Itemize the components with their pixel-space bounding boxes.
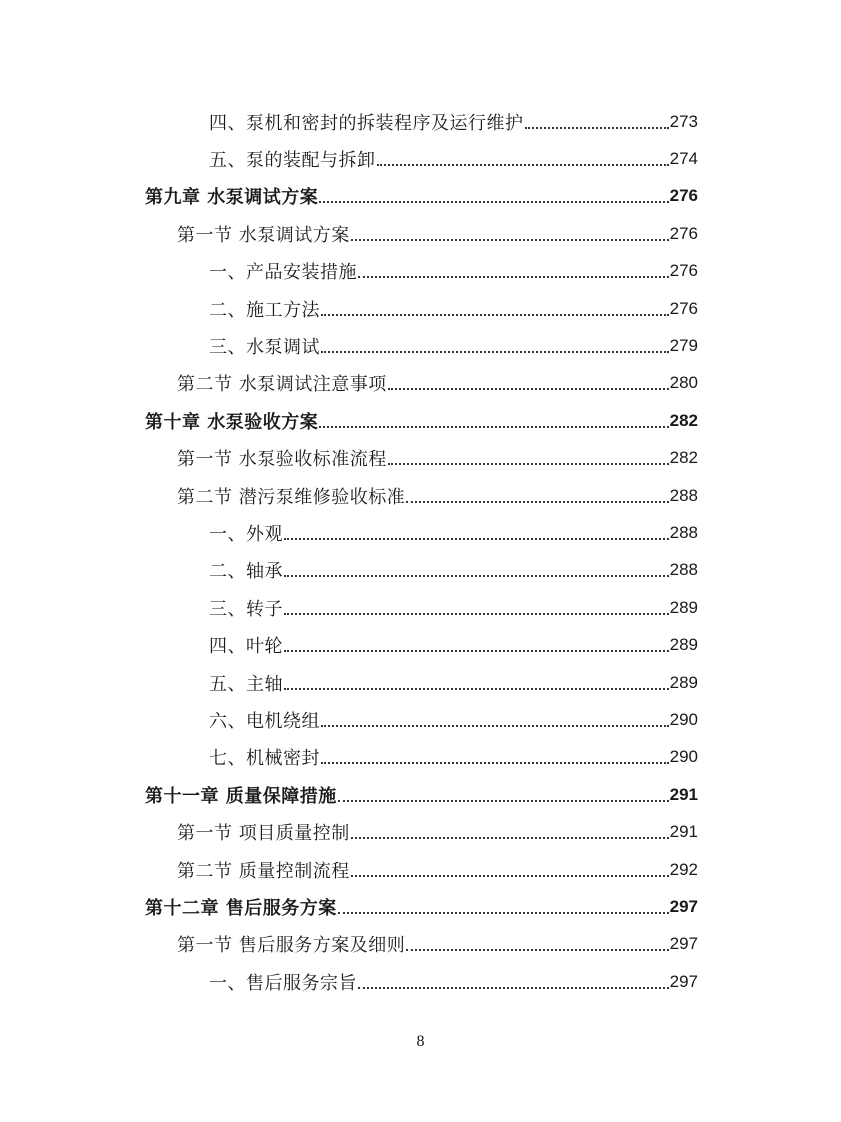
toc-entry-title: 第九章 水泵调试方案 — [145, 187, 319, 209]
toc-chapter-entry[interactable] — [0, 776, 841, 813]
toc-dot-leader — [284, 650, 669, 652]
toc-dot-leader — [319, 426, 668, 428]
toc-section-entry[interactable] — [0, 926, 841, 963]
toc-entry-page: 297 — [669, 934, 698, 954]
table-of-contents — [0, 103, 841, 1000]
toc-dot-leader — [321, 314, 669, 316]
toc-chapter-entry[interactable] — [0, 402, 841, 439]
toc-entry-page: 291 — [669, 822, 698, 842]
toc-subsection-entry[interactable] — [0, 327, 841, 364]
toc-entry-title: 第十一章 质量保障措施 — [145, 785, 337, 807]
toc-dot-leader — [338, 912, 669, 914]
toc-dot-leader — [338, 800, 669, 802]
toc-entry-page: 279 — [669, 336, 698, 356]
toc-dot-leader — [525, 127, 669, 129]
toc-entry-title: 一、产品安装措施 — [209, 262, 357, 284]
toc-entry-title: 二、轴承 — [209, 561, 283, 583]
toc-entry-title: 六、电机绕组 — [209, 710, 320, 732]
toc-dot-leader — [321, 762, 669, 764]
toc-dot-leader — [284, 613, 669, 615]
toc-chapter-entry[interactable] — [0, 178, 841, 215]
toc-entry-title: 第一节 售后服务方案及细则 — [177, 935, 406, 957]
toc-dot-leader — [406, 501, 668, 503]
toc-dot-leader — [388, 463, 669, 465]
toc-entry-title: 三、水泵调试 — [209, 337, 320, 359]
toc-chapter-entry[interactable] — [0, 888, 841, 925]
toc-entry-page: 276 — [669, 186, 698, 206]
toc-entry-page: 289 — [669, 597, 698, 617]
toc-entry-page: 276 — [669, 298, 698, 318]
toc-entry-title: 一、售后服务宗旨 — [209, 972, 357, 994]
toc-entry-page: 289 — [669, 635, 698, 655]
toc-subsection-entry[interactable] — [0, 290, 841, 327]
toc-entry-page: 297 — [669, 971, 698, 991]
toc-entry-page: 292 — [669, 859, 698, 879]
toc-subsection-entry[interactable] — [0, 589, 841, 626]
toc-entry-page: 288 — [669, 522, 698, 542]
toc-entry-title: 第一节 水泵调试方案 — [177, 224, 350, 246]
toc-entry-page: 274 — [669, 149, 698, 169]
toc-entry-page: 273 — [669, 111, 698, 131]
toc-dot-leader — [321, 725, 669, 727]
toc-dot-leader — [321, 351, 669, 353]
toc-subsection-entry[interactable] — [0, 739, 841, 776]
toc-dot-leader — [358, 987, 669, 989]
toc-dot-leader — [388, 388, 669, 390]
toc-entry-page: 290 — [669, 709, 698, 729]
toc-entry-page: 282 — [669, 410, 698, 430]
toc-entry-title: 第十章 水泵验收方案 — [145, 411, 319, 433]
toc-subsection-entry[interactable] — [0, 664, 841, 701]
toc-entry-title: 五、泵的装配与拆卸 — [209, 150, 376, 172]
toc-entry-page: 290 — [669, 747, 698, 767]
toc-entry-title: 二、施工方法 — [209, 299, 320, 321]
toc-section-entry[interactable] — [0, 215, 841, 252]
toc-entry-page: 280 — [669, 373, 698, 393]
toc-entry-title: 第二节 水泵调试注意事项 — [177, 374, 387, 396]
toc-entry-page: 289 — [669, 672, 698, 692]
toc-dot-leader — [351, 239, 669, 241]
toc-entry-title: 七、机械密封 — [209, 748, 320, 770]
toc-dot-leader — [351, 875, 669, 877]
toc-entry-page: 276 — [669, 223, 698, 243]
toc-entry-title: 四、泵机和密封的拆装程序及运行维护 — [209, 112, 524, 134]
toc-dot-leader — [319, 201, 668, 203]
toc-subsection-entry[interactable] — [0, 963, 841, 1000]
toc-entry-page: 276 — [669, 261, 698, 281]
toc-subsection-entry[interactable] — [0, 552, 841, 589]
toc-entry-page: 297 — [669, 896, 698, 916]
toc-entry-title: 第二节 质量控制流程 — [177, 860, 350, 882]
toc-subsection-entry[interactable] — [0, 626, 841, 663]
toc-entry-page: 291 — [669, 784, 698, 804]
toc-dot-leader — [284, 688, 669, 690]
toc-entry-title: 三、转子 — [209, 598, 283, 620]
toc-subsection-entry[interactable] — [0, 140, 841, 177]
toc-dot-leader — [284, 575, 669, 577]
toc-entry-page: 288 — [669, 560, 698, 580]
toc-subsection-entry[interactable] — [0, 103, 841, 140]
toc-subsection-entry[interactable] — [0, 253, 841, 290]
toc-entry-title: 第二节 潜污泵维修验收标准 — [177, 486, 406, 508]
toc-entry-title: 一、外观 — [209, 523, 283, 545]
toc-entry-title: 第十二章 售后服务方案 — [145, 897, 337, 919]
toc-subsection-entry[interactable] — [0, 514, 841, 551]
toc-dot-leader — [351, 837, 669, 839]
toc-dot-leader — [406, 949, 668, 951]
toc-entry-title: 第一节 水泵验收标准流程 — [177, 449, 387, 471]
toc-section-entry[interactable] — [0, 851, 841, 888]
toc-entry-title: 四、叶轮 — [209, 636, 283, 658]
toc-entry-title: 五、主轴 — [209, 673, 283, 695]
page-number: 8 — [416, 1033, 425, 1050]
toc-entry-page: 288 — [669, 485, 698, 505]
toc-entry-page: 282 — [669, 448, 698, 468]
toc-section-entry[interactable] — [0, 477, 841, 514]
toc-section-entry[interactable] — [0, 440, 841, 477]
toc-dot-leader — [377, 164, 669, 166]
toc-dot-leader — [358, 276, 669, 278]
toc-dot-leader — [284, 538, 669, 540]
toc-subsection-entry[interactable] — [0, 701, 841, 738]
toc-section-entry[interactable] — [0, 365, 841, 402]
toc-entry-title: 第一节 项目质量控制 — [177, 823, 350, 845]
toc-section-entry[interactable] — [0, 813, 841, 850]
